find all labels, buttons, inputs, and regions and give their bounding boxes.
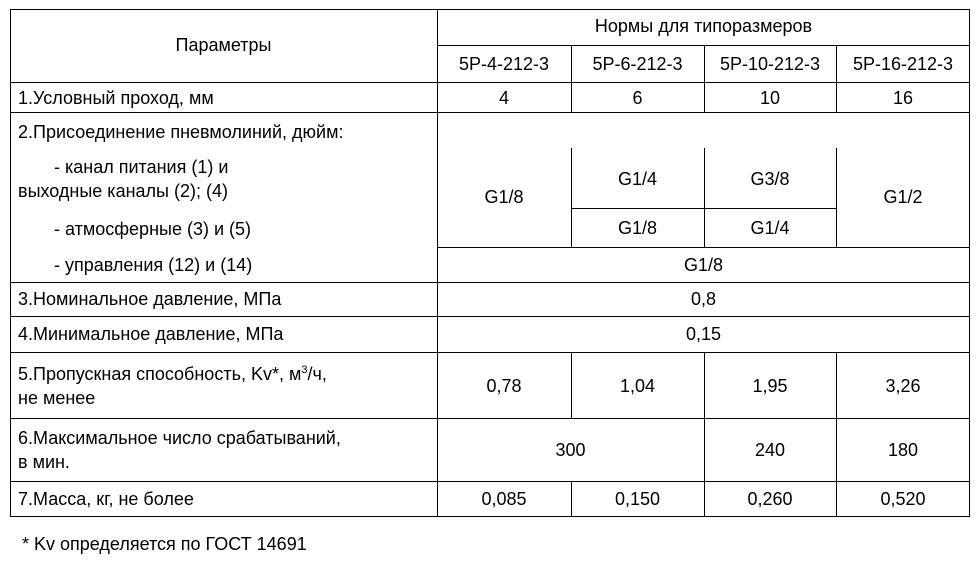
cell-value: G1/8 (484, 187, 524, 207)
footnote: * Kv определяется по ГОСТ 14691 (22, 534, 307, 554)
row-label (18, 362, 327, 386)
row-sublabel: - канал питания (1) и (54, 157, 229, 177)
row-sublabel: выходные каналы (2); (4) (18, 181, 228, 201)
grid-line (10, 82, 970, 83)
row-label: 6.Максимальное число срабатываний, (18, 428, 341, 448)
row-label: 3.Номинальное давление, МПа (18, 289, 282, 309)
cell-value: G3/8 (750, 169, 790, 189)
cell-value: 0,085 (481, 489, 527, 509)
cell-value: 10 (759, 88, 781, 108)
cell-value: G1/4 (617, 169, 658, 189)
row-label: не менее (18, 388, 96, 408)
row-sublabel: - управления (12) и (14) (54, 255, 253, 275)
cell-value: 300 (555, 440, 586, 460)
cell-value: 0,150 (614, 489, 661, 509)
model-header: 5Р-16-212-3 (852, 54, 954, 74)
grid-line (10, 352, 970, 353)
cell-value: 1,04 (619, 376, 656, 396)
norms-header: Нормы для типоразмеров (594, 16, 813, 36)
cell-value: G1/8 (683, 255, 724, 275)
cell-value: 4 (498, 88, 509, 108)
model-header: 5Р-6-212-3 (592, 54, 683, 74)
cell-value: 16 (892, 88, 914, 108)
row-label: 4.Минимальное давление, МПа (18, 324, 284, 344)
cell-value: 1,95 (752, 376, 788, 396)
cell-value: 0,520 (880, 489, 926, 509)
grid-line (10, 516, 970, 517)
row-label: 7.Масса, кг, не более (18, 489, 194, 509)
params-header: Параметры (175, 35, 272, 55)
cell-value: 0,78 (486, 376, 522, 396)
grid-line (10, 9, 970, 10)
row-label-text: /ч, (307, 364, 327, 384)
model-header: 5Р-10-212-3 (719, 54, 821, 74)
row-label: в мин. (18, 452, 70, 472)
cell-value: 0,260 (747, 489, 793, 509)
superscript: 3 (301, 364, 308, 376)
cell-value: 240 (754, 440, 786, 460)
grid-line (10, 418, 970, 419)
grid-line (10, 282, 970, 283)
grid-line (10, 112, 970, 113)
row-sublabel: - атмосферные (3) и (5) (54, 219, 252, 239)
row-label: 1.Условный проход, мм (18, 88, 214, 108)
cell-value: 3,26 (885, 376, 921, 396)
cell-value: G1/2 (883, 187, 923, 207)
cell-value: 0,8 (690, 289, 717, 309)
model-header: 5Р-4-212-3 (458, 54, 550, 74)
cell-value: 0,15 (685, 324, 722, 344)
cell-value: 180 (887, 440, 919, 460)
cell-value: G1/4 (750, 218, 790, 238)
cell-value: 6 (632, 88, 643, 108)
grid-line (10, 316, 970, 317)
specs-table (10, 9, 970, 517)
row-label-text: 5.Пропускная способность, Kv*, м (18, 364, 302, 384)
grid-line (10, 481, 970, 482)
row-label: 2.Присоединение пневмолиний, дюйм: (18, 122, 344, 142)
cell-value: G1/8 (617, 218, 658, 238)
grid-line (10, 9, 11, 517)
